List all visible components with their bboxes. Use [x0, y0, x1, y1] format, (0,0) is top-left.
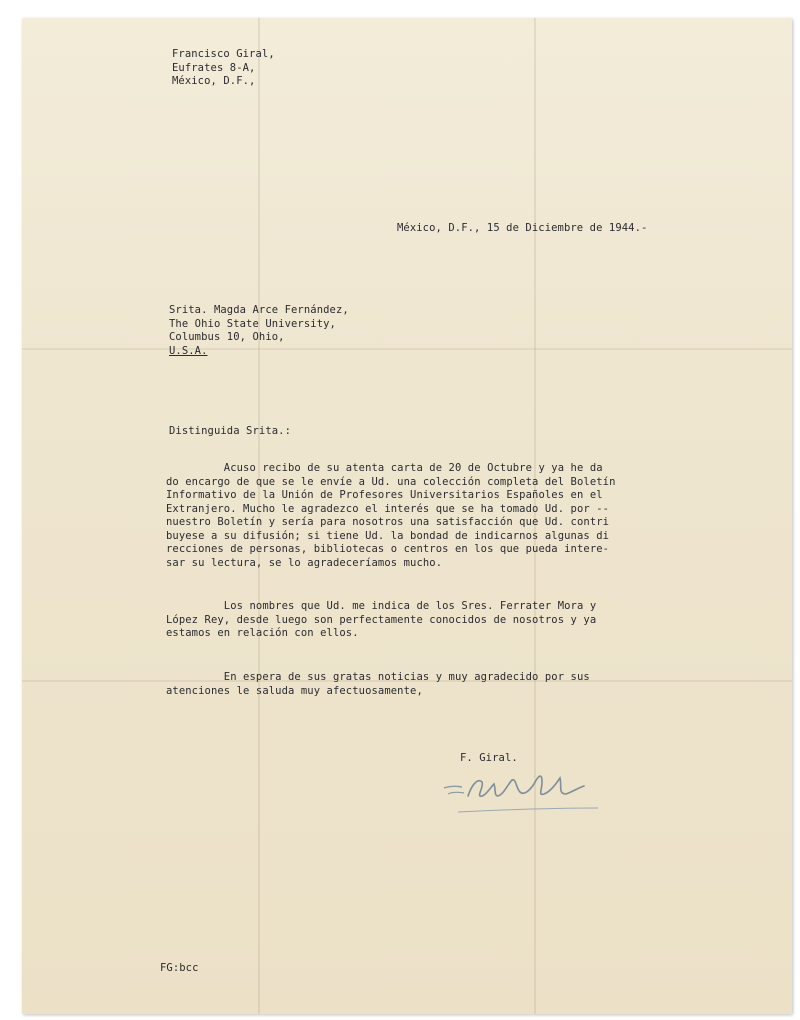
- body-paragraph: [166, 600, 596, 641]
- sender-address: [172, 48, 275, 89]
- sender-line: México, D.F.,: [172, 75, 256, 87]
- paragraph-line: atenciones le saluda muy afectuosamente,: [166, 684, 423, 697]
- paragraph-line: Acuso recibo de su atenta carta de 20 de Octubre y ya he da: [166, 462, 603, 474]
- paragraph-line: do encargo de que se le envíe a Ud. una colección completa del Boletín: [166, 475, 616, 488]
- recipient-line: Srita. Magda Arce Fernández,: [169, 304, 349, 316]
- handwritten-signature: [438, 764, 608, 824]
- reference-initials: FG:bcc: [160, 962, 199, 974]
- sender-line: Francisco Giral,: [172, 48, 275, 60]
- recipient-line: The Ohio State University,: [169, 317, 336, 330]
- paragraph-line: Los nombres que Ud. me indica de los Sres. Ferrater Mora y: [166, 600, 597, 612]
- paragraph-line: estamos en relación con ellos.: [166, 627, 359, 639]
- recipient-address: [169, 304, 349, 358]
- recipient-line: Columbus 10, Ohio,: [169, 331, 285, 343]
- paper-fold: [22, 348, 792, 350]
- recipient-line: U.S.A.: [169, 344, 208, 357]
- paragraph-line: En espera de sus gratas noticias y muy agradecido por sus: [166, 671, 590, 683]
- sender-line: Eufrates 8-A,: [172, 61, 256, 74]
- salutation: Distinguida Srita.:: [169, 425, 292, 437]
- paragraph-line: Extranjero. Mucho le agradezco el interés que se ha tomado Ud. por --: [166, 502, 610, 515]
- signature-name: F. Giral.: [460, 752, 518, 764]
- paragraph-line: buyese a su difusión; si tiene Ud. la bondad de indicarnos algunas di: [166, 529, 610, 542]
- closing-paragraph: [166, 671, 590, 698]
- paragraph-line: López Rey, desde luego son perfectamente conocidos de nosotros y ya: [166, 613, 597, 626]
- paragraph-line: nuestro Boletín y sería para nosotros una satisfacción que Ud. contri: [166, 516, 610, 528]
- body-paragraph: [166, 462, 616, 570]
- paragraph-line: sar su lectura, se lo agradeceríamos mucho.: [166, 556, 443, 569]
- paragraph-line: recciones de personas, bibliotecas o centros en los que pueda intere-: [166, 543, 610, 555]
- paragraph-line: Informativo de la Unión de Profesores Universitarios Españoles en el: [166, 489, 603, 501]
- date-line: México, D.F., 15 de Diciembre de 1944.-: [397, 222, 648, 234]
